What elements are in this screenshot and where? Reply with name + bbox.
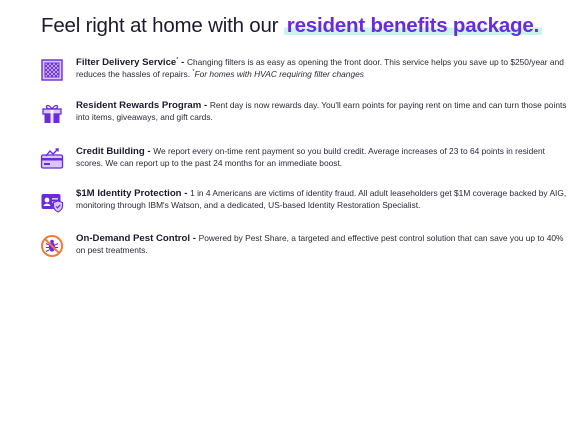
benefit-title: $1M Identity Protection [76, 188, 182, 199]
headline-lead: Feel right at home with our [41, 14, 284, 37]
benefit-description: Changing filters is as easy as opening the front door. This service helps you save up to $250/year and reduces the hassles of repairs. [76, 57, 564, 79]
benefit-text [76, 233, 568, 256]
benefit-title: On-Demand Pest Control [76, 233, 191, 244]
benefit-text [76, 146, 568, 169]
benefit-title: Resident Rewards Program [76, 100, 202, 111]
credit-card-icon [40, 147, 64, 171]
no-pests-icon [40, 234, 64, 258]
benefit-description: We report every on-time rent payment so you build credit. Average increases of 23 to 64 points in resident scores. We can report up to the past 24 months for an immediate boost. [76, 146, 545, 168]
benefit-text [76, 57, 568, 80]
title-separator: - [190, 233, 199, 244]
benefit-description: 1 in 4 Americans are victims of identity fraud. All adult leaseholders get $1M coverage backed by AIG, monitoring through IBM's Watson, and a dedicated, US-based Identity Restoration Specialist. [76, 188, 567, 210]
title-separator: - [144, 146, 154, 157]
benefit-title: Credit Building [76, 146, 145, 157]
title-separator: - [181, 188, 191, 199]
benefit-title: Filter Delivery Service [76, 57, 177, 68]
title-separator: - [201, 100, 210, 111]
note-asterisk: * [192, 68, 195, 75]
filter-icon [40, 58, 64, 82]
title-separator: - [178, 57, 187, 68]
benefit-footnote: For homes with HVAC requiring filter changes [194, 68, 364, 79]
gift-icon [40, 101, 64, 125]
headline-accent: resident benefits package. [284, 14, 542, 37]
headline [41, 14, 542, 38]
benefit-description: Powered by Pest Share, a targeted and effective pest control solution that can save you up to 40% on pest treatments. [76, 233, 564, 255]
benefit-description: Rent day is now rewards day. You'll earn points for paying rent on time and can turn those points into items, giveaways, and gift cards. [76, 100, 567, 122]
identity-protection-icon [40, 189, 64, 213]
benefit-text [76, 188, 568, 211]
title-asterisk: * [176, 57, 179, 64]
benefit-text [76, 100, 568, 123]
